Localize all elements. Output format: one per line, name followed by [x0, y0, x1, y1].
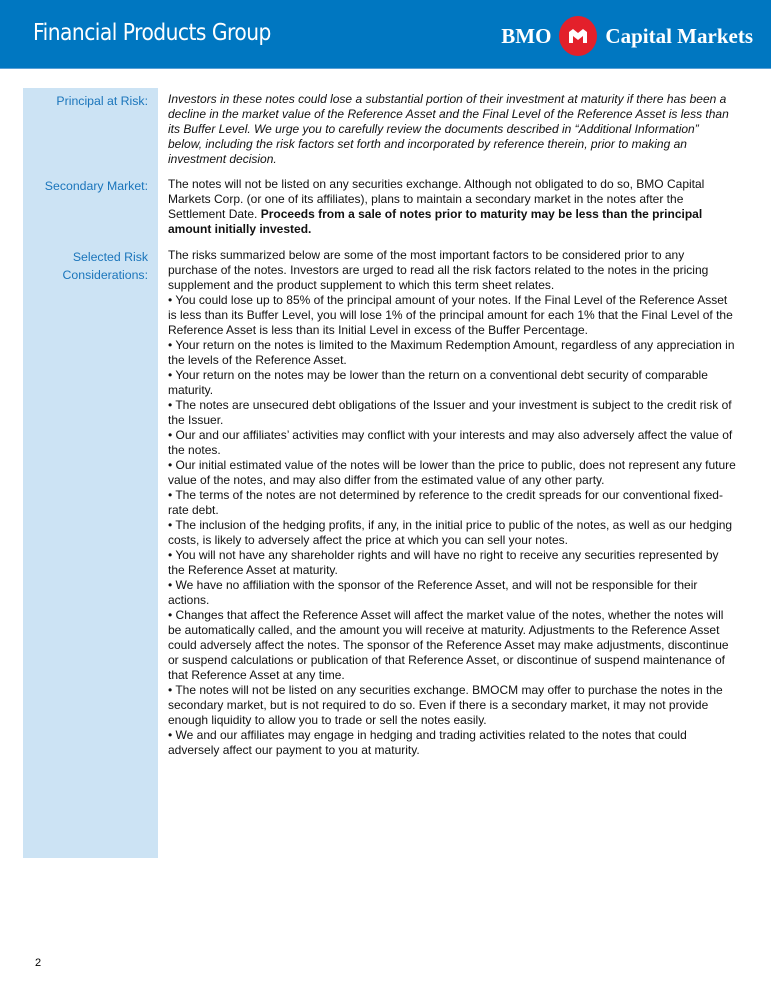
label-line: Selected Risk — [72, 250, 148, 264]
bmo-roundel-icon — [559, 16, 597, 56]
risk-bullet: • You could lose up to 85% of the principal amount of your notes. If the Final Level of the Reference Asset is less than its Buffer Level, you will lose 1% of the principal amount for each 1% that the Final Level of the Reference Asset is less than its Initial Level in excess of the Buffer Percentage. — [168, 293, 733, 337]
section-text: Investors in these notes could lose a substantial portion of their investment at maturity if there has been a decline in the market value of the Reference Asset and the Final Level of the Reference Asset is less than its Buffer Level. We urge you to carefully review the documents described in “Additional Information” below, including the risk factors set forth and incorporated by reference therein, prior to making an investment decision. — [168, 92, 729, 166]
risk-bullet: • We have no affiliation with the sponsor of the Reference Asset, and will not be responsible for their actions. — [168, 578, 698, 607]
page-header — [0, 0, 771, 69]
risk-bullet: • Our initial estimated value of the notes will be lower than the price to public, does not represent any future value of the notes, and may also differ from the estimated value of any other party. — [168, 458, 736, 487]
risk-bullet: • The notes are unsecured debt obligations of the Issuer and your investment is subject to the credit risk of the Issuer. — [168, 398, 732, 427]
section-text — [168, 177, 736, 237]
secondary-text: The notes will not be listed on any securities exchange. Although not obligated to do so, BMO Capital Markets Corp. (or one of its affiliates), plans to maintain a secondary market in the notes after the Settlement Date. — [168, 177, 705, 221]
section-text — [168, 248, 736, 758]
section-label: Secondary Market: — [44, 179, 148, 193]
risk-bullet: • The inclusion of the hedging profits, if any, in the initial price to public of the notes, as well as our hedging costs, is likely to adversely affect the price at which you can sell your notes. — [168, 518, 733, 547]
section-label — [23, 248, 148, 758]
header-title: Financial Products Group — [33, 20, 271, 46]
section-risk-considerations — [23, 248, 743, 758]
logo-bmo-text: BMO — [501, 23, 552, 48]
risk-bullet: • The notes will not be listed on any securities exchange. BMOCM may offer to purchase the notes in the secondary market, but is not required to do so. Even if there is a secondary market, it may not provide enough liquidity to allow you to trade or sell the notes easily. — [168, 683, 723, 727]
risk-bullet: • Your return on the notes may be lower than the return on a conventional debt security of comparable maturity. — [168, 368, 708, 397]
secondary-bold-text: Proceeds from a sale of notes prior to maturity may be less than the principal amount initially invested. — [168, 207, 703, 236]
risk-bullet: • Your return on the notes is limited to the Maximum Redemption Amount, regardless of any appreciation in the levels of the Reference Asset. — [168, 338, 735, 367]
page-number: 2 — [35, 957, 42, 969]
section-label: Principal at Risk: — [56, 94, 148, 108]
section-principal-at-risk — [23, 92, 743, 167]
label-line: Considerations: — [62, 268, 148, 282]
section-secondary-market — [23, 177, 743, 237]
risk-bullet: • You will not have any shareholder rights and will have no right to receive any securities represented by the Reference Asset at maturity. — [168, 548, 719, 577]
risk-intro: The risks summarized below are some of the most important factors to be considered prior to any purchase of the notes. Investors are urged to read all the risk factors related to the notes in the pricing supplement and the product supplement to which this term sheet relates. — [168, 248, 709, 292]
risk-bullet: • We and our affiliates may engage in hedging and trading activities related to the notes that could adversely affect our payment to you at maturity. — [168, 728, 687, 757]
bmo-logo — [501, 16, 753, 56]
risk-bullet: • Our and our affiliates’ activities may conflict with your interests and may also adversely affect the value of the notes. — [168, 428, 733, 457]
risk-bullet: • The terms of the notes are not determined by reference to the credit spreads for our conventional fixed-rate debt. — [168, 488, 723, 517]
risk-bullet: • Changes that affect the Reference Asset will affect the market value of the notes, whether the notes will be automatically called, and the amount you will receive at maturity. Adjustments to the Reference Asset could adversely affect the notes. The sponsor of the Reference Asset may make adjustments, discontinue or suspend calculations or publication of that Reference Asset, or discontinue of suspend maintenance of that Reference Asset at any time. — [168, 608, 729, 682]
logo-capital-markets-text: Capital Markets — [605, 23, 753, 48]
